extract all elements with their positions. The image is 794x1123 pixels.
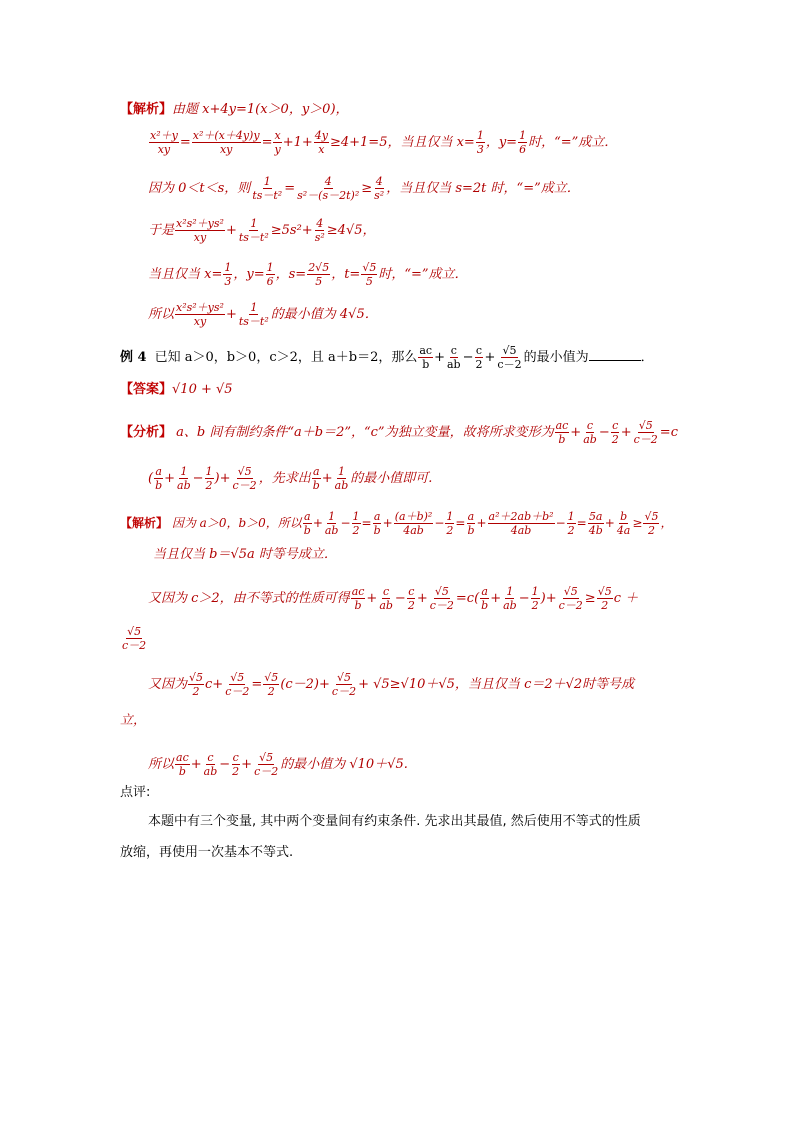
fraction: $\frac{2√5}{5}$ (308, 261, 330, 288)
fraction: $\frac{√5}{c-2}$ (429, 585, 454, 612)
fraction: $\frac{a}{b}$ (467, 510, 475, 537)
fraction: $\frac{\text{x²s²＋ys²}}{xy}$ (176, 301, 224, 328)
fraction: $\frac{ac}{b}$ (555, 419, 569, 446)
example-4-question: 例 4 已知 a＞0，b＞0，c＞2，且 a＋b＝2，那么 $\frac{ac}{b}$ + $\frac{c}{ab}$ − $\frac{c}{2}$ + $\frac{√5}{c-2}$ 的最小值为 ． (120, 344, 654, 371)
solution2-tag: 【解析】 (120, 516, 169, 530)
fraction: $\frac{√5}{c-2}$ (225, 671, 250, 698)
fraction: $\frac{1}{2}$ (531, 585, 539, 612)
fraction: $\frac{a}{b}$ (312, 465, 320, 492)
fraction: $\frac{c}{ab}$ (446, 344, 461, 371)
fraction: $\frac{1}{2}$ (446, 510, 454, 537)
fraction: $\frac{√5}{c-2}$ (232, 465, 257, 492)
fraction: $\frac{c}{2}$ (407, 585, 415, 612)
fraction: $\frac{ac}{b}$ (351, 585, 365, 612)
analysis-tag: 【分析】 (120, 425, 173, 440)
fraction: $\frac{c}{ab}$ (203, 751, 218, 778)
fraction: $\frac{1}{2}$ (352, 510, 360, 537)
solution2-line-6: 立， (120, 713, 147, 728)
fraction: $\frac{4y}{x}$ (314, 129, 328, 156)
fraction: $\frac{√5}{2}$ (264, 671, 279, 698)
fraction: $\frac{1}{3}$ (476, 129, 484, 156)
solution-line-3: 因为 0＜t＜s，则 $\frac{1}{\text{ts－t²}}$ = $\frac{4}{\text{s²－(s－2t)²}}$ ≥ $\frac{4}{\text{s²}}$ ，当且仅当 s=2t 时，“=”成立． (148, 175, 580, 202)
fraction: $\frac{c}{2}$ (611, 419, 619, 446)
fraction: $\frac{\text{x²＋(x＋4y)y}}{xy}$ (192, 129, 260, 156)
fraction: $\frac{4}{\text{s²}}$ (314, 217, 325, 244)
fraction: $\frac{√5}{2}$ (644, 510, 659, 537)
fraction: $\frac{1}{ab}$ (177, 465, 191, 492)
analysis-line-2: ( $\frac{a}{b}$ + $\frac{1}{ab}$ − $\frac{1}{2}$ )+ $\frac{√5}{c-2}$ ，先求出 $\frac{a}{b}$ + $\frac{1}{ab}$ 的最小值即可. (148, 465, 433, 492)
fraction: $\frac{1}{ab}$ (503, 585, 517, 612)
fraction: $\frac{c}{ab}$ (583, 419, 597, 446)
comment-line-2: 放缩，再使用一次基本不等式. (120, 845, 294, 860)
fraction: $\frac{√5}{c-2}$ (254, 751, 279, 778)
condition-text: 由题 x+4y=1(x＞0，y＞0)， (172, 102, 349, 117)
comment-line-1: 本题中有三个变量, 其中两个变量间有约束条件. 先求出其最值, 然后使用不等式的性质 (148, 814, 641, 829)
solution2-line-2: 当且仅当 b＝√5a 时等号成立． (153, 547, 337, 562)
fraction: $\frac{1}{ab}$ (324, 510, 339, 537)
solution2-line-5: 又因为 $\frac{√5}{2}$ c+ $\frac{√5}{c-2}$ = $\frac{√5}{2}$ (c－2)+ $\frac{√5}{c-2}$ + √5≥√10＋√5，当且仅当 c＝2＋√2时等号成 (148, 671, 635, 698)
solution-line-1 (120, 103, 349, 116)
fraction: $\frac{√5}{c-2}$ (122, 625, 147, 652)
solution-line-6: 所以 $\frac{\text{x²s²＋ys²}}{xy}$ + $\frac{1}{\text{ts－t²}}$ 的最小值为 4√5． (148, 301, 378, 328)
fraction: $\frac{\text{a²＋2ab＋b²}}{4ab}$ (488, 510, 554, 537)
fraction: $\frac{√5}{c-2}$ (497, 344, 522, 371)
answer-blank (589, 348, 641, 361)
fraction: $\frac{√5}{c-2}$ (331, 671, 357, 698)
solution2-line-4 (120, 626, 148, 651)
fraction: $\frac{1}{\text{ts－t²}}$ (238, 217, 269, 244)
fraction: $\frac{\text{x²＋y}}{xy}$ (150, 129, 178, 156)
fraction: $\frac{c}{2}$ (232, 751, 240, 778)
answer-value: √10 + √5 (172, 382, 233, 397)
fraction: $\frac{\text{x²s²＋ys²}}{xy}$ (176, 217, 224, 244)
fraction: $\frac{1}{3}$ (224, 261, 232, 288)
fraction: $\frac{√5}{5}$ (362, 261, 377, 288)
fraction: $\frac{ac}{b}$ (419, 344, 433, 371)
fraction: $\frac{x}{y}$ (274, 129, 281, 156)
fraction: $\frac{1}{2}$ (205, 465, 213, 492)
fraction: $\frac{√5}{c-2}$ (558, 585, 583, 612)
solution2-line-1: 【解析】 因为 a＞0，b＞0，所以 $\frac{a}{b}$ + $\frac{1}{ab}$ − $\frac{1}{2}$ = $\frac{a}{b}$ + $\frac{\text{(a＋b)²}}{4ab}$ − $\frac{1}{2}$ = $\frac{a}{b}$ + $\frac{\text{a²＋2ab＋b²}}{4ab}$ − $\frac{1}{2}$ = $\frac{5a}{4b}$ + $\frac{b}{4a}$ ≥ $\frac{√5}{2}$ ， (120, 510, 673, 537)
analysis-line-1: 【分析】 a、b 间有制约条件“a＋b＝2”，“c”为独立变量，故将所求变形为 $\frac{ac}{b}$ + $\frac{c}{ab}$ − $\frac{c}{2}$ + $\frac{√5}{c-2}$ =c (120, 419, 678, 446)
solution-tag: 【解析】 (120, 102, 173, 117)
fraction: $\frac{ac}{b}$ (176, 751, 189, 778)
fraction: $\frac{5a}{4b}$ (588, 510, 603, 537)
fraction: $\frac{c}{ab}$ (379, 585, 393, 612)
fraction: $\frac{√5}{2}$ (189, 671, 204, 698)
fraction: $\frac{1}{\text{ts－t²}}$ (238, 301, 269, 328)
solution-line-4: 于是 $\frac{\text{x²s²＋ys²}}{xy}$ + $\frac{1}{\text{ts－t²}}$ ≥5s²+ $\frac{4}{\text{s²}}$ ≥4√5， (148, 217, 376, 244)
fraction: $\frac{4}{\text{s²}}$ (374, 175, 385, 202)
answer-tag: 【答案】 (120, 382, 173, 397)
answer-line (120, 383, 233, 396)
fraction: $\frac{c}{2}$ (475, 344, 483, 371)
fraction: $\frac{4}{\text{s²－(s－2t)²}}$ (297, 175, 360, 202)
fraction: $\frac{√5}{2}$ (597, 585, 612, 612)
comment-label: 点评: (120, 785, 151, 800)
fraction: $\frac{1}{2}$ (567, 510, 575, 537)
solution-line-2: $\frac{\text{x²＋y}}{xy}$ = $\frac{\text{x²＋(x＋4y)y}}{xy}$ = $\frac{x}{y}$ +1+ $\frac{4y}{x}$ ≥4+1=5，当且仅当 x= $\frac{1}{3}$ ，y= $\frac{1}{6}$ 时，“=”成立． (150, 129, 618, 156)
fraction: $\frac{1}{\text{ts－t²}}$ (252, 175, 283, 202)
example-label: 例 4 (120, 350, 147, 365)
fraction: $\frac{\text{(a＋b)²}}{4ab}$ (394, 510, 433, 537)
fraction: $\frac{1}{6}$ (266, 261, 274, 288)
fraction: $\frac{√5}{c-2}$ (633, 419, 658, 446)
fraction: $\frac{a}{b}$ (373, 510, 381, 537)
fraction: $\frac{a}{b}$ (303, 510, 311, 537)
solution-line-5: 当且仅当 x= $\frac{1}{3}$ ，y= $\frac{1}{6}$ ，s= $\frac{2√5}{5}$ ，t= $\frac{√5}{5}$ 时，“=”成立． (148, 261, 468, 288)
solution2-line-3: 又因为 c＞2，由不等式的性质可得 $\frac{ac}{b}$ + $\frac{c}{ab}$ − $\frac{c}{2}$ + $\frac{√5}{c-2}$ =c( $\frac{a}{b}$ + $\frac{1}{ab}$ − $\frac{1}{2}$ )+ $\frac{√5}{c-2}$ ≥ $\frac{√5}{2}$ c ＋ (148, 585, 639, 612)
fraction: $\frac{1}{ab}$ (334, 465, 349, 492)
fraction: $\frac{1}{6}$ (519, 129, 527, 156)
fraction: $\frac{a}{b}$ (481, 585, 489, 612)
fraction: $\frac{a}{b}$ (155, 465, 163, 492)
solution2-line-7: 所以 $\frac{ac}{b}$ + $\frac{c}{ab}$ − $\frac{c}{2}$ + $\frac{√5}{c-2}$ 的最小值为 √10＋√5. (148, 751, 408, 778)
fraction: $\frac{b}{4a}$ (616, 510, 631, 537)
